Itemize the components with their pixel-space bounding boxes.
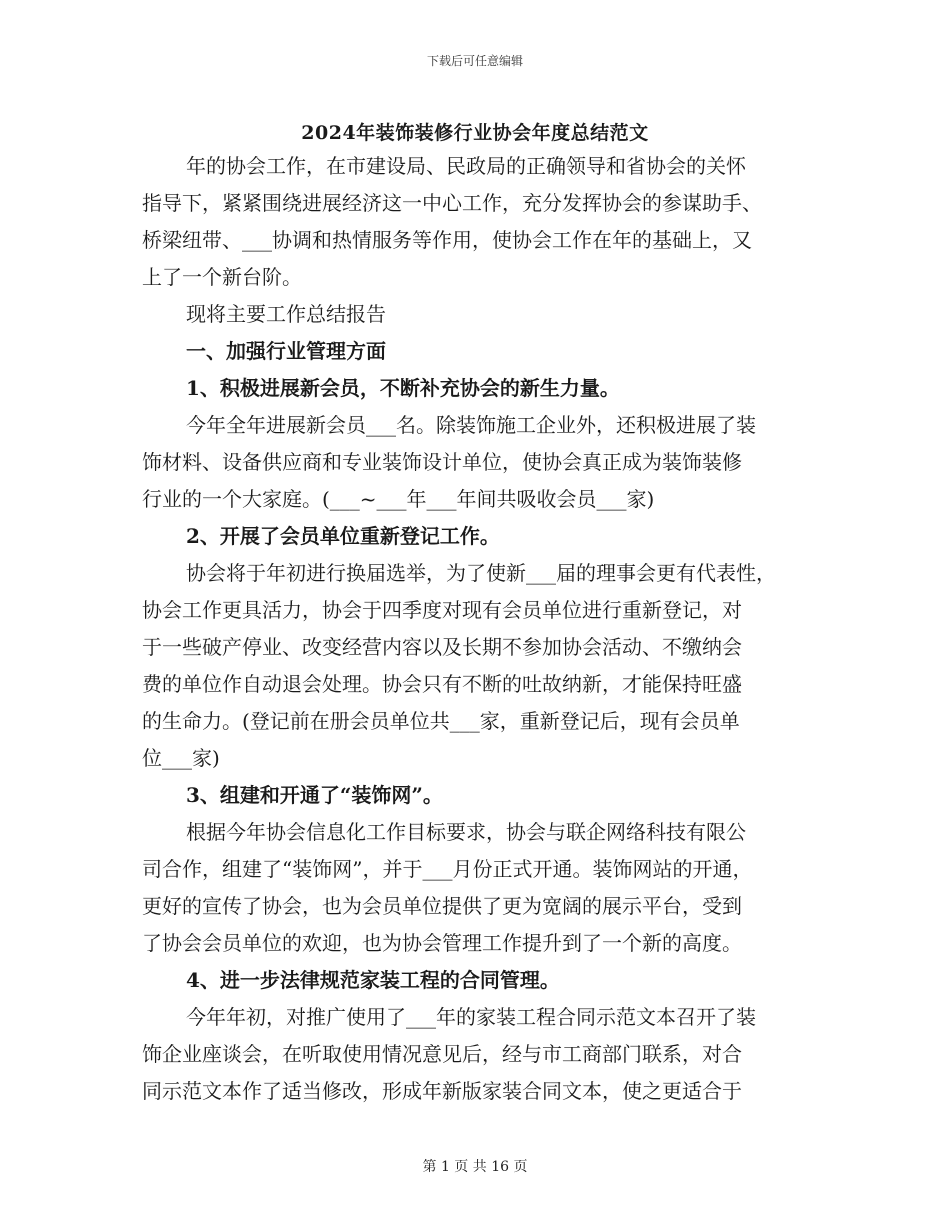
paragraph-line: 协会工作更具活力，协会于四季度对现有会员单位进行重新登记，对	[142, 598, 742, 622]
paragraph-line: 今年全年进展新会员___名。除装饰施工企业外，还积极进展了装	[186, 413, 756, 437]
document-body	[142, 148, 822, 1110]
paragraph-line: 根据今年协会信息化工作目标要求，协会与联企网络科技有限公	[186, 820, 746, 844]
paragraph-line: 年的协会工作，在市建设局、民政局的正确领导和省协会的关怀	[186, 154, 746, 178]
paragraph-line: 司合作，组建了“装饰网”，并于___月份正式开通。装饰网站的开通，	[142, 857, 753, 881]
paragraph-line: 更好的宣传了协会，也为会员单位提供了更为宽阔的展示平台，受到	[142, 894, 742, 918]
section-heading: 1、积极进展新会员，不断补充协会的新生力量。	[186, 376, 620, 400]
paragraph-line: 现将主要工作总结报告	[186, 302, 386, 326]
paragraph-line: 桥梁纽带、___协调和热情服务等作用，使协会工作在年的基础上，又	[142, 228, 752, 252]
paragraph-line: 费的单位作自动退会处理。协会只有不断的吐故纳新，才能保持旺盛	[142, 672, 742, 696]
paragraph-line: 指导下，紧紧围绕进展经济这一中心工作，充分发挥协会的参谋助手、	[142, 191, 762, 215]
paragraph-line: 于一些破产停业、改变经营内容以及长期不参加协会活动、不缴纳会	[142, 635, 742, 659]
page-footer: 第 1 页 共 16 页	[422, 1159, 528, 1175]
section-heading: 2、开展了会员单位重新登记工作。	[186, 524, 500, 548]
paragraph-line: 行业的一个大家庭。(___~___年___年间共吸收会员___家)	[142, 487, 655, 511]
document-title: 2024年装饰装修行业协会年度总结范文	[301, 122, 649, 144]
paragraph-line: 上了一个新台阶。	[142, 265, 302, 289]
paragraph-line: 协会将于年初进行换届选举，为了使新___届的理事会更有代表性，	[186, 561, 776, 585]
section-heading: 4、进一步法律规范家装工程的合同管理。	[186, 968, 560, 992]
paragraph-line: 的生命力。(登记前在册会员单位共___家，重新登记后，现有会员单	[142, 709, 740, 733]
paragraph-line: 今年年初，对推广使用了___年的家装工程合同示范文本召开了装	[186, 1005, 756, 1029]
paragraph-line: 饰材料、设备供应商和专业装饰设计单位，使协会真正成为装饰装修	[142, 450, 742, 474]
section-heading: 一、加强行业管理方面	[186, 339, 386, 363]
paragraph-line: 了协会会员单位的欢迎，也为协会管理工作提升到了一个新的高度。	[142, 931, 742, 955]
paragraph-line: 同示范文本作了适当修改，形成年新版家装合同文本，使之更适合于	[142, 1079, 742, 1103]
section-heading: 3、组建和开通了“装饰网”。	[186, 783, 443, 807]
header-note: 下载后可任意编辑	[426, 54, 523, 68]
paragraph-line: 饰企业座谈会，在听取使用情况意见后，经与市工商部门联系，对合	[142, 1042, 742, 1066]
paragraph-line: 位___家)	[142, 746, 220, 770]
